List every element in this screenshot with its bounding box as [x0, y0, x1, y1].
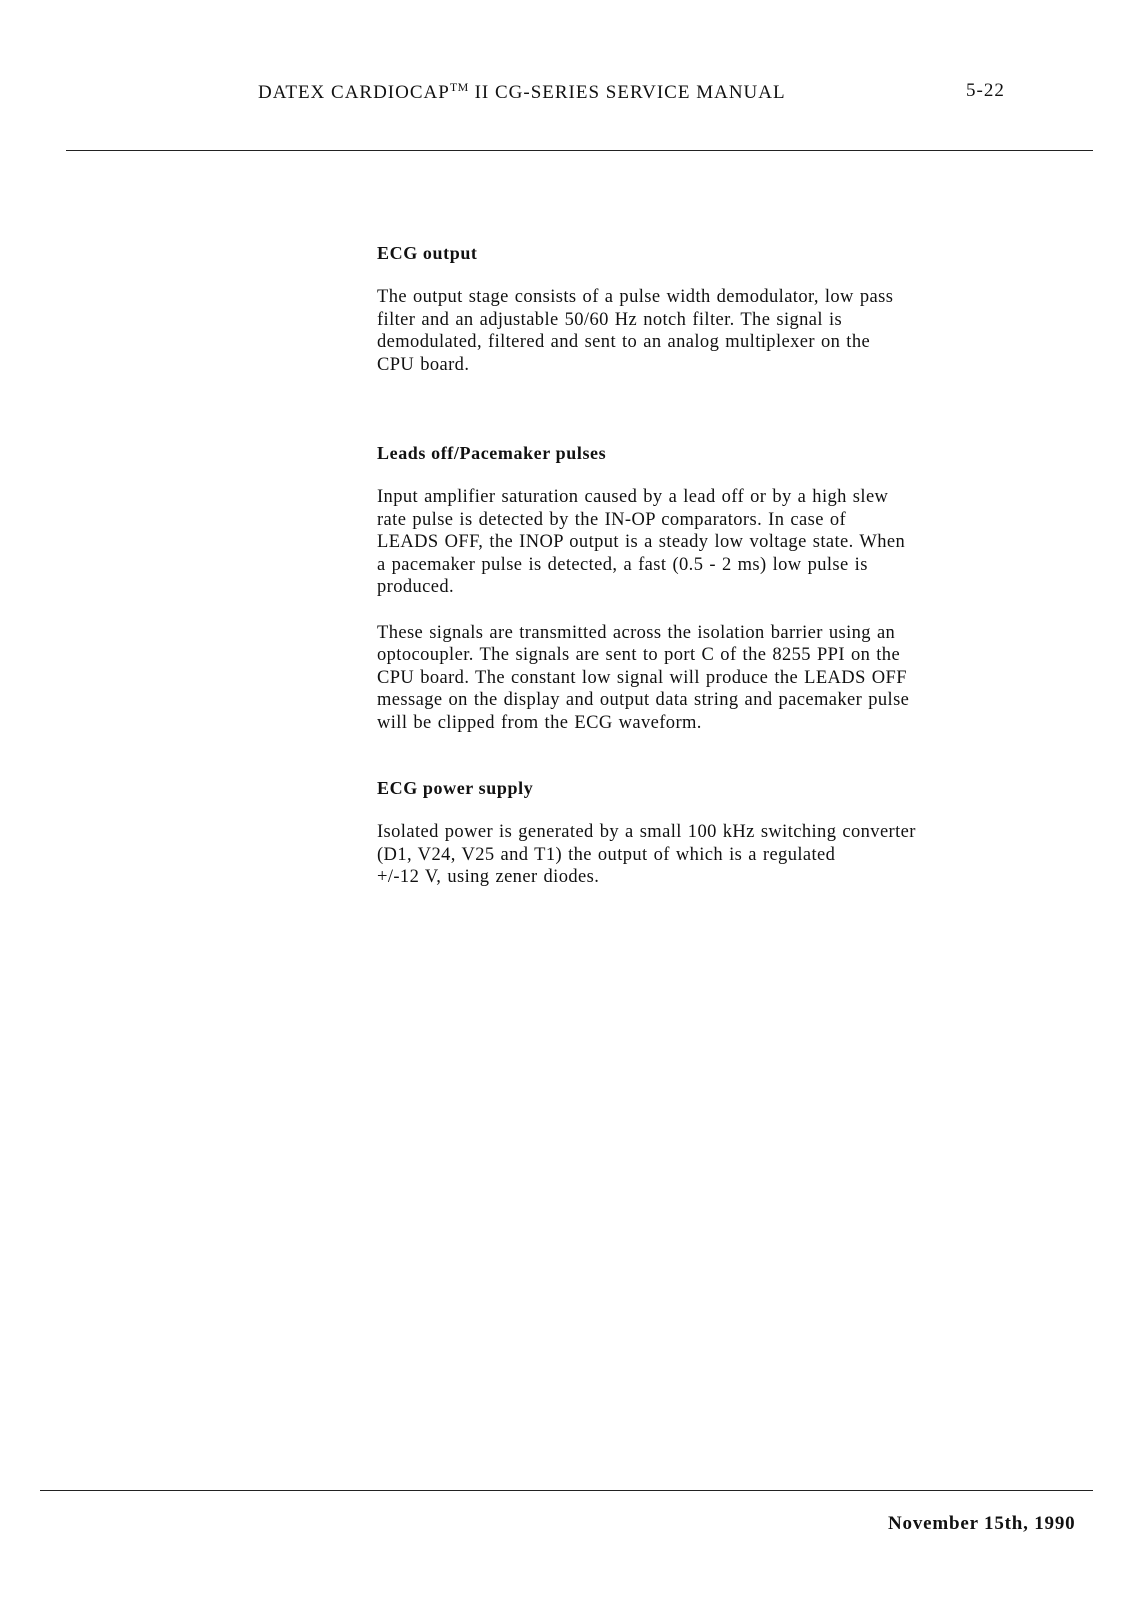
paragraph: [377, 286, 997, 376]
text-line: (D1, V24, V25 and T1) the output of which is a regulated: [377, 844, 836, 865]
section-heading: ECG power supply: [377, 778, 534, 798]
section-leads-off-pacemaker: [377, 442, 997, 734]
paragraph: [377, 622, 997, 735]
text-line: CPU board.: [377, 354, 470, 375]
footer-date: November 15th, 1990: [888, 1513, 1076, 1534]
text-line: demodulated, filtered and sent to an analog multiplexer on the: [377, 332, 871, 352]
text-line: Input amplifier saturation caused by a lead off or by a high slew: [377, 487, 889, 507]
text-line: a pacemaker pulse is detected, a fast (0.5 - 2 ms) low pulse is: [377, 554, 868, 575]
header-rule: [66, 150, 1093, 151]
section-heading: Leads off/Pacemaker pulses: [377, 443, 607, 463]
page-number: 5-22: [966, 80, 1005, 101]
text-line: will be clipped from the ECG waveform.: [377, 712, 702, 733]
header-title: [258, 80, 786, 104]
text-line: +/-12 V, using zener diodes.: [377, 867, 600, 887]
section-ecg-output: [377, 242, 997, 376]
text-line: Isolated power is generated by a small 100 kHz switching converter: [377, 822, 916, 842]
paragraph: [377, 821, 997, 889]
text-line: produced.: [377, 577, 455, 597]
text-line: These signals are transmitted across the isolation barrier using an: [377, 622, 896, 643]
section-heading: ECG output: [377, 243, 478, 263]
paragraph: [377, 486, 997, 599]
text-line: LEADS OFF, the INOP output is a steady low voltage state. When: [377, 532, 906, 552]
footer-rule: [40, 1490, 1093, 1491]
header-title-rest: II CG-SERIES SERVICE MANUAL: [468, 82, 786, 103]
trademark-superscript: TM: [449, 80, 469, 94]
page-content: [377, 242, 997, 934]
text-line: filter and an adjustable 50/60 Hz notch filter. The signal is: [377, 309, 843, 330]
text-line: The output stage consists of a pulse width demodulator, low pass: [377, 287, 894, 307]
text-line: CPU board. The constant low signal will produce the LEADS OFF: [377, 667, 907, 688]
section-ecg-power-supply: [377, 777, 997, 889]
text-line: message on the display and output data string and pacemaker pulse: [377, 690, 910, 710]
text-line: rate pulse is detected by the IN-OP comparators. In case of: [377, 509, 847, 530]
header-title-main: DATEX CARDIOCAP: [258, 82, 450, 103]
text-line: optocoupler. The signals are sent to port C of the 8255 PPI on the: [377, 645, 901, 665]
